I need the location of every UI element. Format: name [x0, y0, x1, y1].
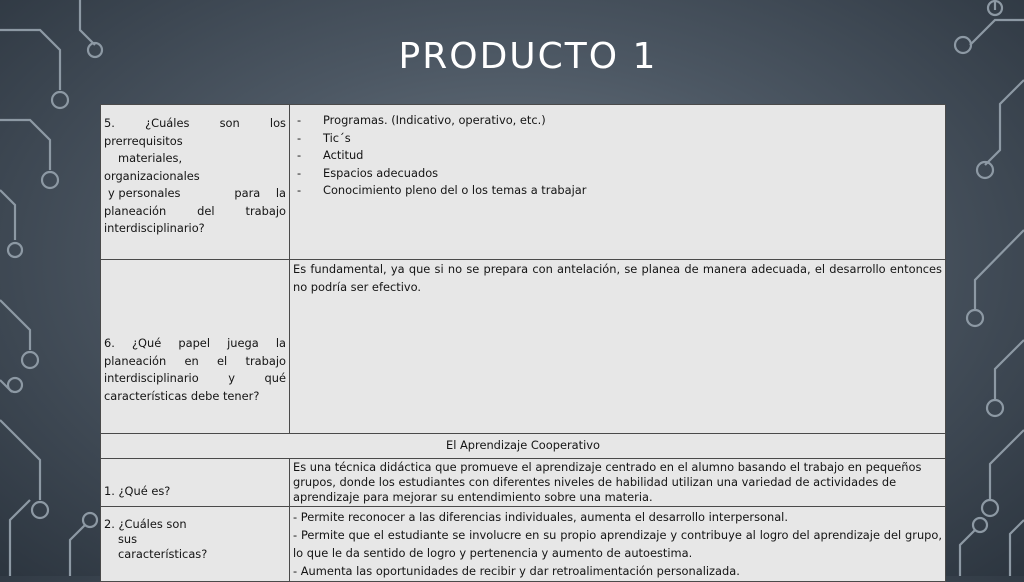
question-word: 5.: [104, 116, 115, 130]
answer-text: - Aumenta las oportunidades de recibir y dar retroalimentación personalizada.: [293, 563, 740, 578]
question-line: prerrequisitos: [104, 133, 183, 148]
question-line: [104, 115, 286, 133]
question-cell: [101, 260, 290, 434]
dash-bullet: -: [297, 148, 302, 162]
answer-cell: [290, 506, 946, 581]
dash-bullet: -: [297, 130, 302, 145]
question-fragment: y personales: [108, 186, 181, 200]
question-cell: 1. ¿Qué es?: [101, 458, 290, 506]
list-item-label: Espacios adecuados: [323, 165, 439, 180]
question-line: [104, 185, 286, 203]
list-item: [297, 130, 942, 148]
question-word: son: [219, 116, 240, 130]
question-fragment: para la: [234, 186, 286, 200]
answer-text: - Permite que el estudiante se involucre en su propio aprendizaje y contribuye al logro del aprendizaje del grupo, lo que le da sentido de logro y pertenencia y aumento de autoestima.: [293, 527, 942, 560]
question-word: ¿Cuáles: [145, 116, 190, 130]
dash-bullet: -: [297, 183, 302, 197]
list-item-label: Programas. (Indicativo, operativo, etc.): [323, 113, 546, 127]
list-item-label: Actitud: [323, 148, 364, 162]
dash-bullet: -: [297, 113, 302, 127]
answer-cell: [290, 105, 946, 260]
question-line: organizacionales: [104, 168, 200, 183]
table-row: [101, 105, 946, 260]
answer-text: Es fundamental, ya que si no se prepara con antelación, se planea de manera adecuada, el desarrollo entonces no podría ser efectivo.: [293, 262, 942, 294]
dash-bullet: -: [297, 165, 302, 180]
table-row: [101, 434, 946, 459]
answer-list: [293, 112, 942, 200]
question-line: características?: [118, 546, 208, 561]
answer-cell: Es una técnica didáctica que promueve el aprendizaje centrado en el alumno basando el trabajo en pequeños grupos, donde los estudiantes con diferentes niveles de habilidad utilizan una variedad de actividades de aprendizaje para mejorar su entendimiento sobre una materia.: [290, 458, 946, 506]
list-item: [297, 165, 942, 183]
question-line: interdisciplinario?: [104, 221, 205, 235]
question-line: planeación del trabajo: [104, 203, 286, 218]
question-line: 2. ¿Cuáles son: [104, 516, 187, 531]
table-row: [101, 260, 946, 434]
list-item-label: Tic´s: [323, 130, 351, 145]
answer-text: - Permite reconocer a las diferencias individuales, aumenta el desarrollo interpersonal.: [293, 509, 788, 524]
list-item: [297, 147, 942, 165]
list-item: [297, 182, 942, 200]
question-cell: [101, 506, 290, 581]
table-row: [101, 458, 946, 506]
slide-title: PRODUCTO 1: [398, 36, 658, 77]
question-text: 6. ¿Qué papel juega la planeación en el trabajo interdisciplinario y qué características debe tener?: [104, 336, 286, 403]
content-table: [100, 104, 946, 582]
section-header: El Aprendizaje Cooperativo: [101, 434, 946, 459]
answer-cell: [290, 260, 946, 434]
table-row: [101, 506, 946, 581]
list-item-label: Conocimiento pleno del o los temas a trabajar: [323, 183, 587, 197]
list-item: [297, 112, 942, 130]
question-cell: [101, 105, 290, 260]
question-line: materiales,: [118, 151, 183, 165]
question-word: los: [269, 116, 286, 130]
question-line: sus: [118, 531, 138, 546]
